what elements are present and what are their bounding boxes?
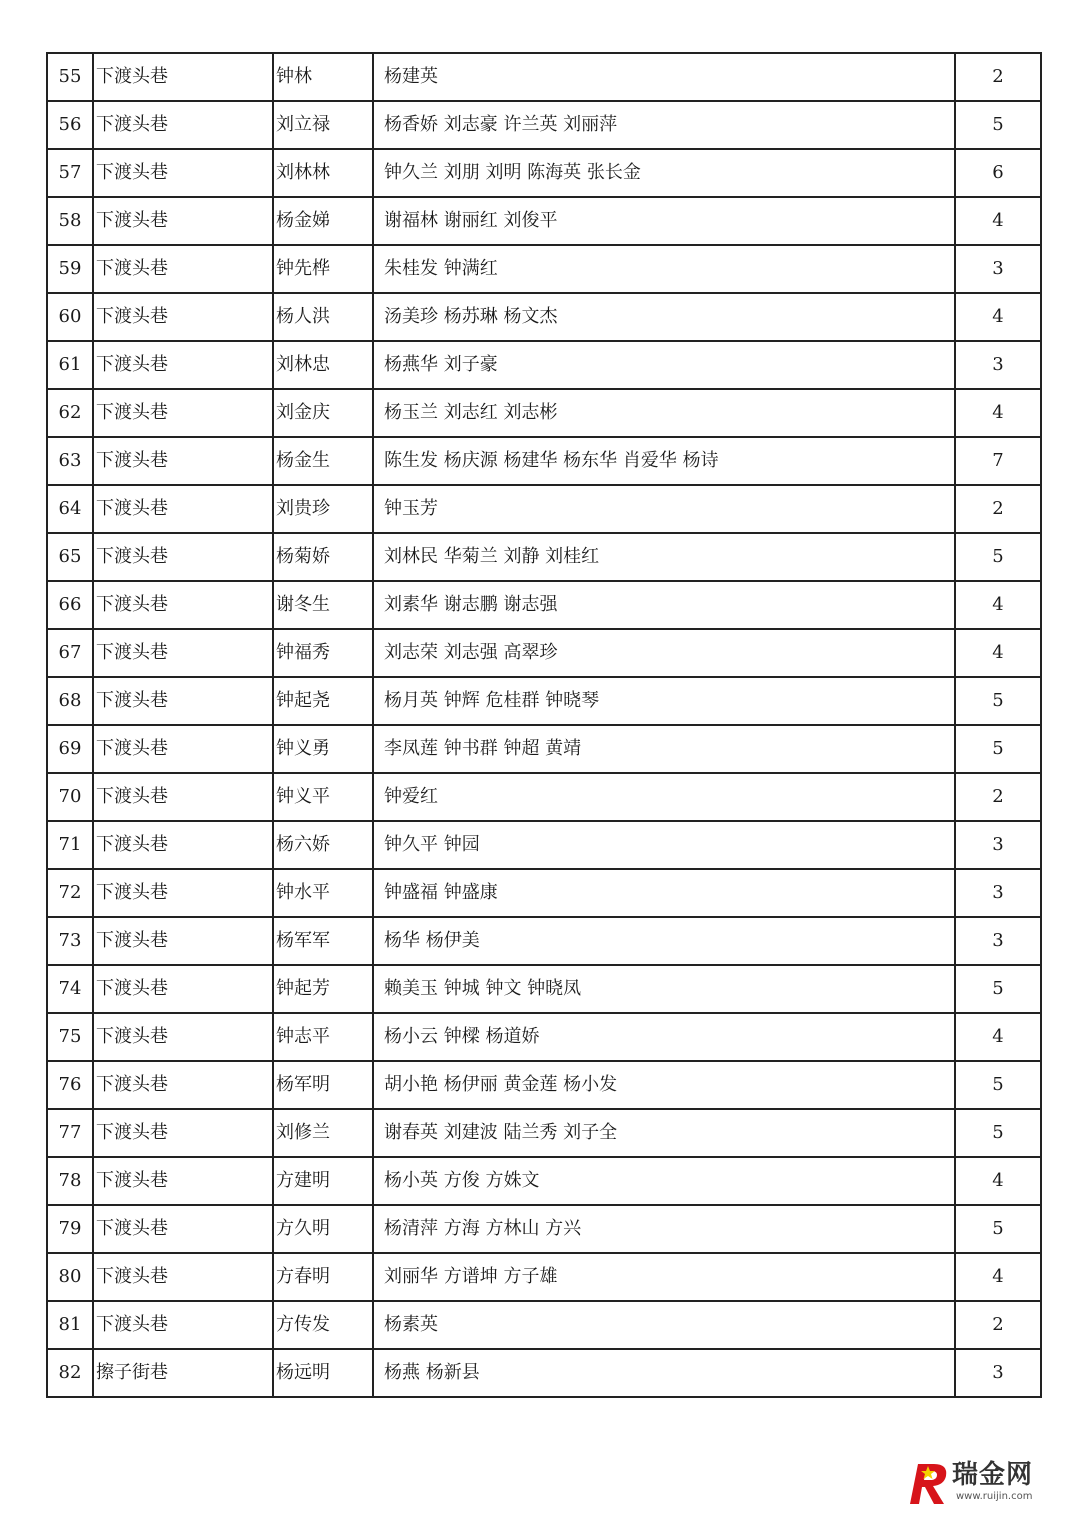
table-row — [47, 53, 1041, 101]
household-count: 5 — [955, 965, 1041, 1013]
logo-name: 瑞金网 — [952, 1460, 1034, 1490]
lane-name: 下渡头巷 — [93, 197, 273, 245]
household-head: 杨六娇 — [273, 821, 373, 869]
household-members: 朱桂发 钟满红 — [373, 245, 955, 293]
row-number: 75 — [47, 1013, 93, 1061]
table-row — [47, 1349, 1041, 1397]
table-row — [47, 101, 1041, 149]
household-members: 杨燕华 刘子豪 — [373, 341, 955, 389]
lane-name: 下渡头巷 — [93, 1157, 273, 1205]
household-members: 杨玉兰 刘志红 刘志彬 — [373, 389, 955, 437]
lane-name: 下渡头巷 — [93, 533, 273, 581]
household-members: 杨月英 钟辉 危桂群 钟晓琴 — [373, 677, 955, 725]
household-head: 刘林林 — [273, 149, 373, 197]
lane-name: 下渡头巷 — [93, 1013, 273, 1061]
row-number: 73 — [47, 917, 93, 965]
household-head: 钟义勇 — [273, 725, 373, 773]
household-head: 刘林忠 — [273, 341, 373, 389]
household-count: 5 — [955, 1061, 1041, 1109]
table-body — [47, 53, 1041, 1397]
lane-name: 擦子街巷 — [93, 1349, 273, 1397]
lane-name: 下渡头巷 — [93, 821, 273, 869]
table-row — [47, 1013, 1041, 1061]
household-count: 5 — [955, 677, 1041, 725]
row-number: 60 — [47, 293, 93, 341]
table-row — [47, 485, 1041, 533]
table-row — [47, 293, 1041, 341]
lane-name: 下渡头巷 — [93, 629, 273, 677]
household-head: 杨金生 — [273, 437, 373, 485]
household-members: 钟久兰 刘朋 刘明 陈海英 张长金 — [373, 149, 955, 197]
lane-name: 下渡头巷 — [93, 1061, 273, 1109]
household-head: 方久明 — [273, 1205, 373, 1253]
household-members: 杨燕 杨新县 — [373, 1349, 955, 1397]
household-head: 杨远明 — [273, 1349, 373, 1397]
lane-name: 下渡头巷 — [93, 869, 273, 917]
household-members: 赖美玉 钟城 钟文 钟晓凤 — [373, 965, 955, 1013]
row-number: 72 — [47, 869, 93, 917]
lane-name: 下渡头巷 — [93, 341, 273, 389]
row-number: 82 — [47, 1349, 93, 1397]
household-count: 7 — [955, 437, 1041, 485]
household-count: 4 — [955, 197, 1041, 245]
household-count: 5 — [955, 101, 1041, 149]
household-count: 4 — [955, 1253, 1041, 1301]
household-head: 方传发 — [273, 1301, 373, 1349]
lane-name: 下渡头巷 — [93, 725, 273, 773]
household-head: 钟福秀 — [273, 629, 373, 677]
household-members: 谢福林 谢丽红 刘俊平 — [373, 197, 955, 245]
household-count: 5 — [955, 1109, 1041, 1157]
table-row — [47, 725, 1041, 773]
table-row — [47, 1061, 1041, 1109]
table-row — [47, 965, 1041, 1013]
row-number: 80 — [47, 1253, 93, 1301]
row-number: 74 — [47, 965, 93, 1013]
household-members: 钟久平 钟园 — [373, 821, 955, 869]
household-members: 钟玉芳 — [373, 485, 955, 533]
table-row — [47, 917, 1041, 965]
household-members: 谢春英 刘建波 陆兰秀 刘子全 — [373, 1109, 955, 1157]
row-number: 57 — [47, 149, 93, 197]
household-table-container — [46, 52, 1034, 1398]
household-head: 钟先桦 — [273, 245, 373, 293]
table-row — [47, 677, 1041, 725]
lane-name: 下渡头巷 — [93, 485, 273, 533]
lane-name: 下渡头巷 — [93, 965, 273, 1013]
household-count: 3 — [955, 917, 1041, 965]
household-head: 刘贵珍 — [273, 485, 373, 533]
row-number: 64 — [47, 485, 93, 533]
table-row — [47, 533, 1041, 581]
household-count: 3 — [955, 869, 1041, 917]
row-number: 66 — [47, 581, 93, 629]
household-members: 杨素英 — [373, 1301, 955, 1349]
row-number: 56 — [47, 101, 93, 149]
row-number: 65 — [47, 533, 93, 581]
ruijin-r-star-icon — [904, 1458, 954, 1508]
household-count: 3 — [955, 341, 1041, 389]
row-number: 68 — [47, 677, 93, 725]
logo-url: www.ruijin.com — [956, 1491, 1033, 1502]
row-number: 79 — [47, 1205, 93, 1253]
table-row — [47, 1301, 1041, 1349]
household-count: 3 — [955, 821, 1041, 869]
table-row — [47, 245, 1041, 293]
row-number: 55 — [47, 53, 93, 101]
lane-name: 下渡头巷 — [93, 245, 273, 293]
household-head: 杨人洪 — [273, 293, 373, 341]
table-row — [47, 341, 1041, 389]
household-count: 2 — [955, 485, 1041, 533]
lane-name: 下渡头巷 — [93, 149, 273, 197]
household-head: 钟起芳 — [273, 965, 373, 1013]
household-head: 钟志平 — [273, 1013, 373, 1061]
household-head: 方春明 — [273, 1253, 373, 1301]
table-row — [47, 821, 1041, 869]
table-row — [47, 197, 1041, 245]
household-members: 汤美珍 杨苏琳 杨文杰 — [373, 293, 955, 341]
household-members: 杨华 杨伊美 — [373, 917, 955, 965]
household-members: 陈生发 杨庆源 杨建华 杨东华 肖爱华 杨诗 — [373, 437, 955, 485]
row-number: 61 — [47, 341, 93, 389]
table-row — [47, 1157, 1041, 1205]
household-head: 钟水平 — [273, 869, 373, 917]
lane-name: 下渡头巷 — [93, 1301, 273, 1349]
lane-name: 下渡头巷 — [93, 53, 273, 101]
household-members: 钟盛福 钟盛康 — [373, 869, 955, 917]
lane-name: 下渡头巷 — [93, 917, 273, 965]
row-number: 71 — [47, 821, 93, 869]
lane-name: 下渡头巷 — [93, 1205, 273, 1253]
household-head: 方建明 — [273, 1157, 373, 1205]
household-head: 谢冬生 — [273, 581, 373, 629]
lane-name: 下渡头巷 — [93, 581, 273, 629]
household-head: 刘修兰 — [273, 1109, 373, 1157]
household-members: 刘丽华 方谱坤 方子雄 — [373, 1253, 955, 1301]
household-head: 钟义平 — [273, 773, 373, 821]
row-number: 67 — [47, 629, 93, 677]
household-members: 刘林民 华菊兰 刘静 刘桂红 — [373, 533, 955, 581]
row-number: 77 — [47, 1109, 93, 1157]
lane-name: 下渡头巷 — [93, 677, 273, 725]
household-head: 杨军明 — [273, 1061, 373, 1109]
household-count: 4 — [955, 1157, 1041, 1205]
household-members: 杨建英 — [373, 53, 955, 101]
table-row — [47, 1205, 1041, 1253]
lane-name: 下渡头巷 — [93, 101, 273, 149]
household-members: 刘素华 谢志鹏 谢志强 — [373, 581, 955, 629]
household-count: 2 — [955, 53, 1041, 101]
table-row — [47, 389, 1041, 437]
row-number: 59 — [47, 245, 93, 293]
household-members: 李凤莲 钟书群 钟超 黄靖 — [373, 725, 955, 773]
table-row — [47, 1109, 1041, 1157]
household-members: 杨清萍 方海 方林山 方兴 — [373, 1205, 955, 1253]
table-row — [47, 437, 1041, 485]
household-head: 杨菊娇 — [273, 533, 373, 581]
household-count: 4 — [955, 389, 1041, 437]
household-head: 钟林 — [273, 53, 373, 101]
ruijin-logo — [904, 1458, 1064, 1508]
lane-name: 下渡头巷 — [93, 1109, 273, 1157]
household-count: 4 — [955, 293, 1041, 341]
lane-name: 下渡头巷 — [93, 389, 273, 437]
household-count: 3 — [955, 1349, 1041, 1397]
household-members: 钟爱红 — [373, 773, 955, 821]
table-row — [47, 149, 1041, 197]
table-row — [47, 629, 1041, 677]
lane-name: 下渡头巷 — [93, 773, 273, 821]
household-members: 杨小英 方俊 方姝文 — [373, 1157, 955, 1205]
household-members: 杨香娇 刘志豪 许兰英 刘丽萍 — [373, 101, 955, 149]
table-row — [47, 869, 1041, 917]
row-number: 76 — [47, 1061, 93, 1109]
household-count: 2 — [955, 1301, 1041, 1349]
household-count: 5 — [955, 1205, 1041, 1253]
row-number: 63 — [47, 437, 93, 485]
household-head: 刘金庆 — [273, 389, 373, 437]
household-count: 4 — [955, 581, 1041, 629]
table-row — [47, 1253, 1041, 1301]
household-count: 4 — [955, 629, 1041, 677]
lane-name: 下渡头巷 — [93, 1253, 273, 1301]
lane-name: 下渡头巷 — [93, 293, 273, 341]
lane-name: 下渡头巷 — [93, 437, 273, 485]
table-row — [47, 773, 1041, 821]
household-members: 胡小艳 杨伊丽 黄金莲 杨小发 — [373, 1061, 955, 1109]
row-number: 78 — [47, 1157, 93, 1205]
household-head: 钟起尧 — [273, 677, 373, 725]
household-count: 4 — [955, 1013, 1041, 1061]
household-count: 5 — [955, 725, 1041, 773]
row-number: 58 — [47, 197, 93, 245]
household-count: 2 — [955, 773, 1041, 821]
household-count: 5 — [955, 533, 1041, 581]
household-members: 杨小云 钟樑 杨道娇 — [373, 1013, 955, 1061]
row-number: 69 — [47, 725, 93, 773]
household-head: 杨金娣 — [273, 197, 373, 245]
household-count: 3 — [955, 245, 1041, 293]
household-head: 刘立禄 — [273, 101, 373, 149]
row-number: 81 — [47, 1301, 93, 1349]
row-number: 70 — [47, 773, 93, 821]
table-row — [47, 581, 1041, 629]
household-members: 刘志荣 刘志强 高翠珍 — [373, 629, 955, 677]
household-count: 6 — [955, 149, 1041, 197]
household-head: 杨军军 — [273, 917, 373, 965]
household-table — [46, 52, 1042, 1398]
row-number: 62 — [47, 389, 93, 437]
